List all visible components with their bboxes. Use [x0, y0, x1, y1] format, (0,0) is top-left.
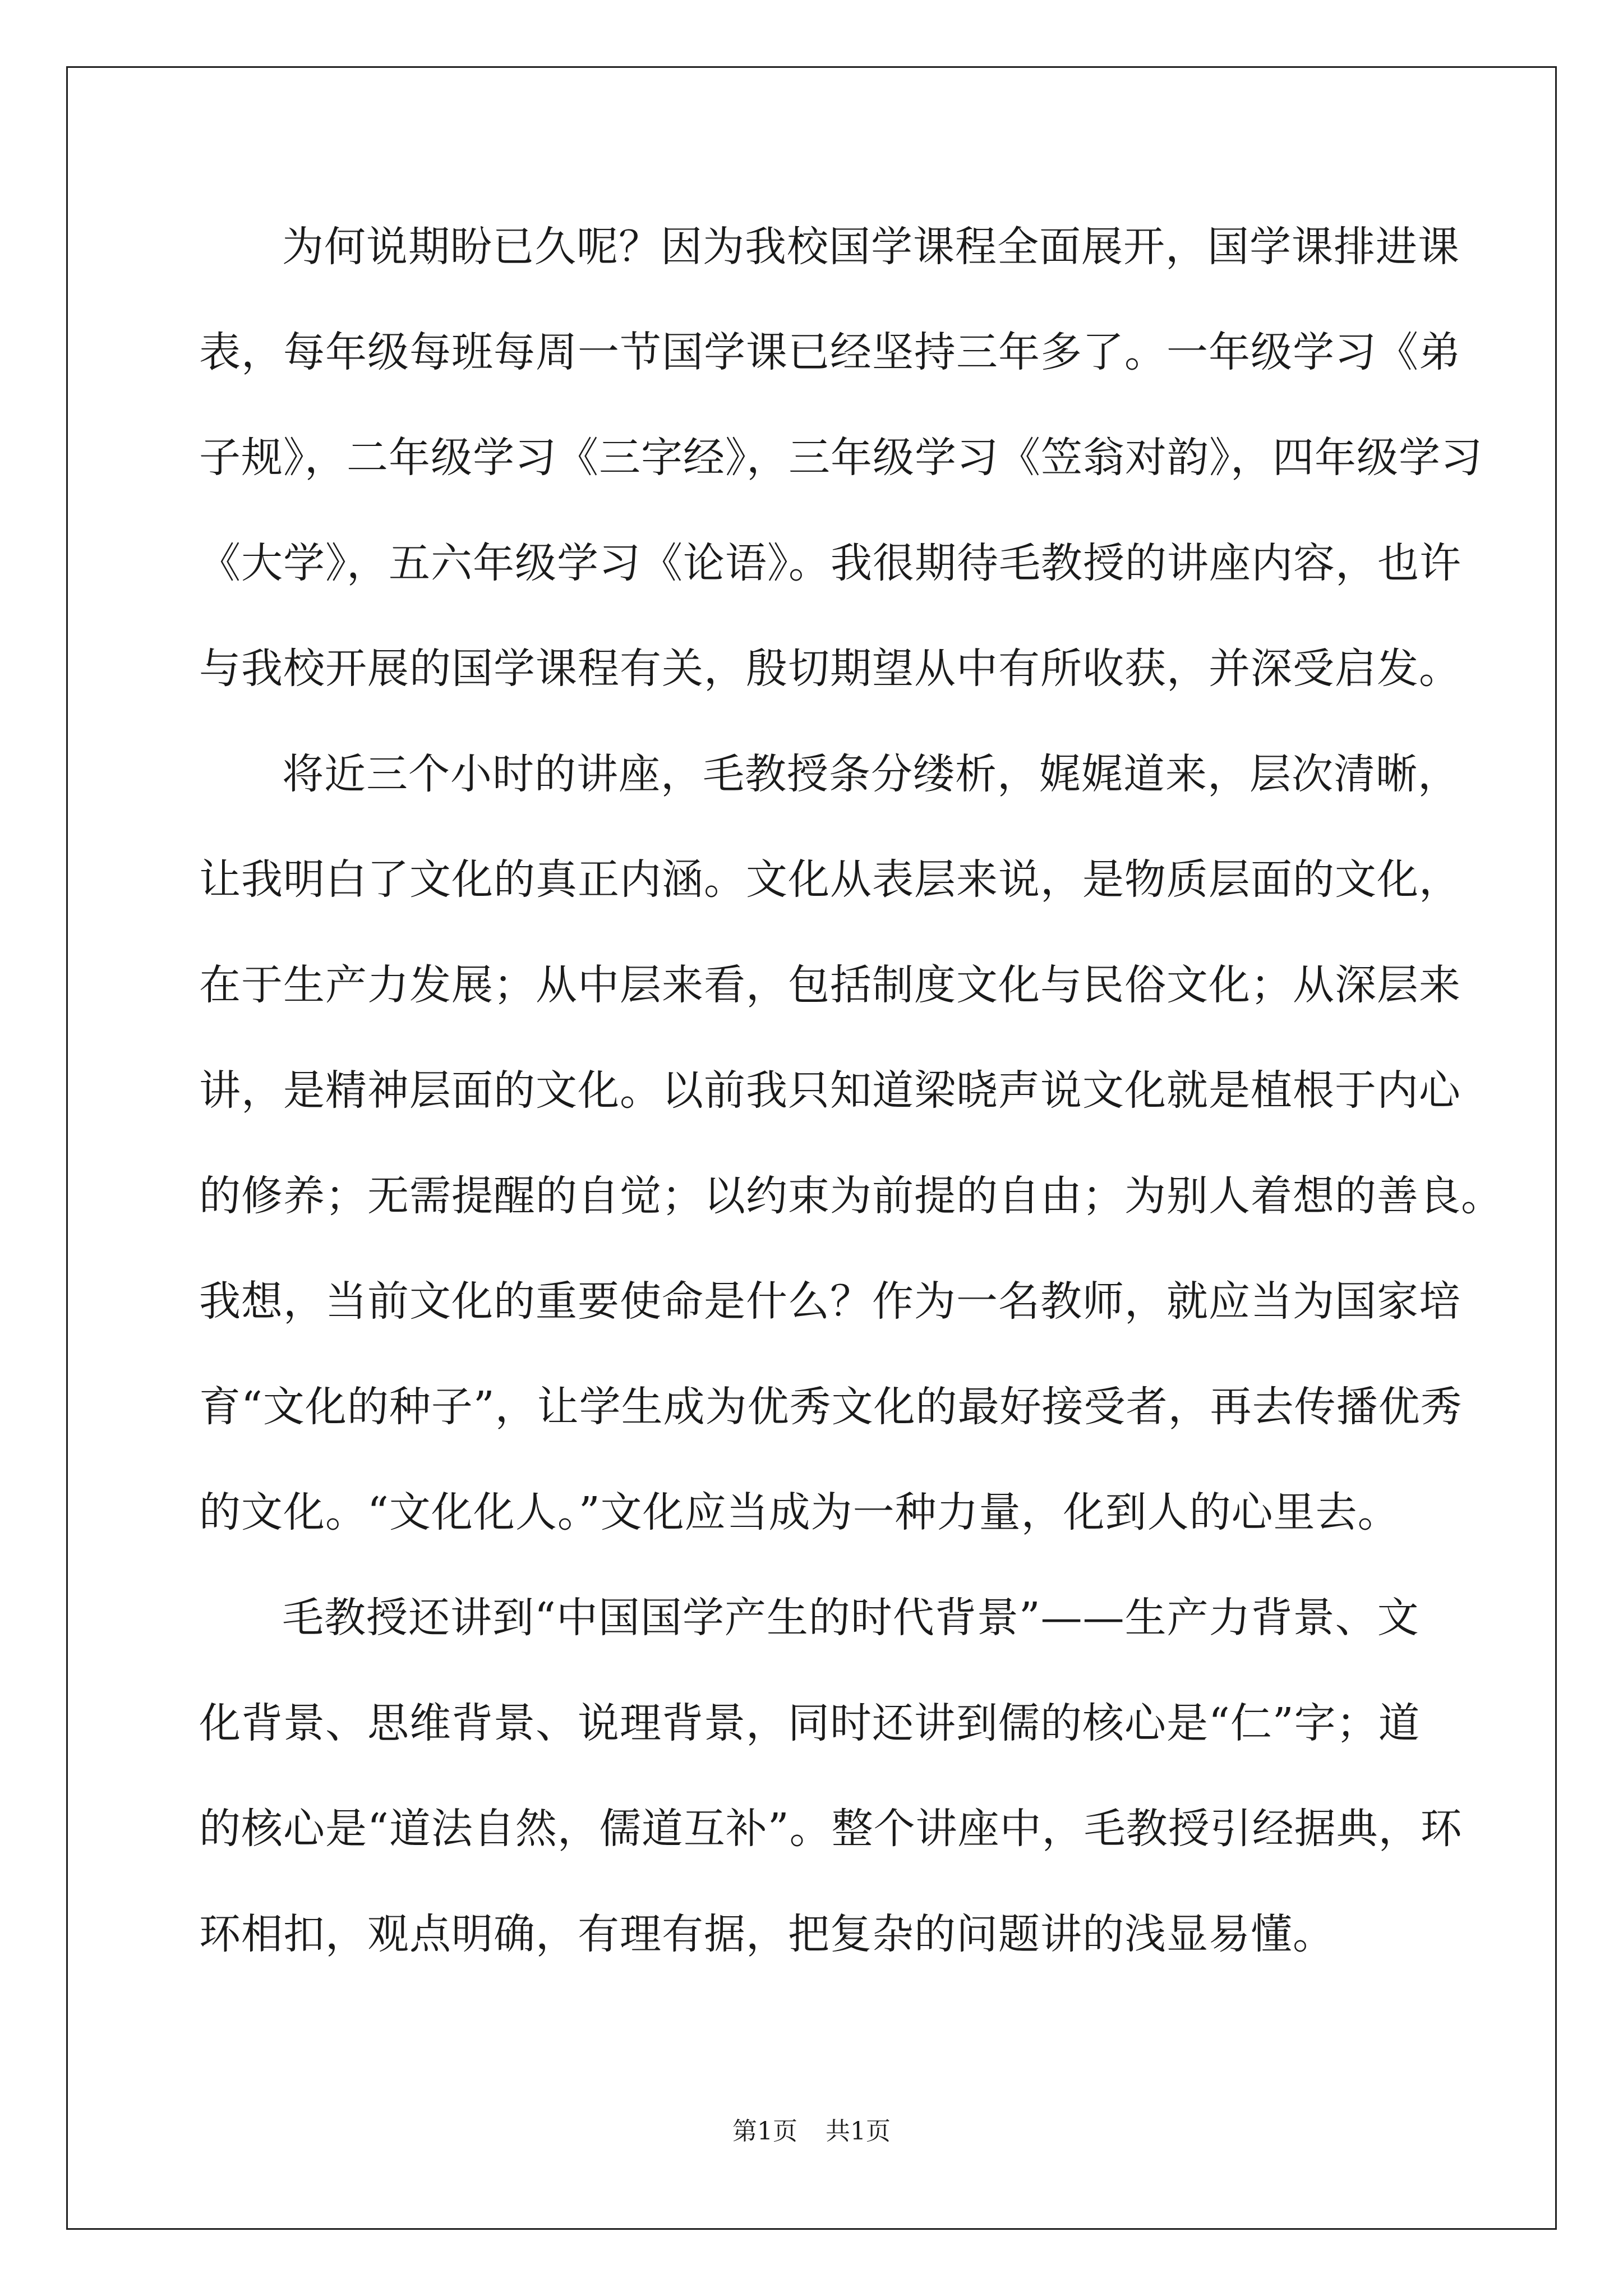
paragraph-2-line-3: 在于生产力发展；从中层来看，包括制度文化与民俗文化；从深层来 — [199, 961, 1461, 1009]
paragraph-2-line-4: 讲，是精神层面的文化。以前我只知道梁晓声说文化就是植根于内心 — [199, 1066, 1461, 1115]
paragraph-2-line-8: 的文化。“文化化人。”文化应当成为一种力量，化到人的心里去。 — [199, 1488, 1400, 1536]
paragraph-1-line-5: 与我校开展的国学课程有关，殷切期望从中有所收获，并深受启发。 — [199, 645, 1461, 693]
document-body — [199, 219, 1503, 2012]
paragraph-2-line-6: 我想，当前文化的重要使命是什么？作为一名教师，就应当为国家培 — [199, 1277, 1461, 1326]
paragraph-2-line-2: 让我明白了文化的真正内涵。文化从表层来说，是物质层面的文化， — [199, 855, 1461, 904]
paragraph-1-line-3: 子规》，二年级学习《三字经》，三年级学习《笠翁对韵》，四年级学习 — [199, 434, 1483, 482]
paragraph-3-line-4: 环相扣，观点明确，有理有据，把复杂的问题讲的浅显易懂。 — [199, 1910, 1335, 1958]
paragraph-2-line-1: 将近三个小时的讲座，毛教授条分缕析，娓娓道来，层次清晰， — [282, 750, 1460, 798]
paragraph-1-line-2: 表，每年级每班每周一节国学课已经坚持三年多了。一年级学习《弟 — [199, 328, 1461, 376]
paragraph-2-line-7: 育“文化的种子”，让学生成为优秀文化的最好接受者，再去传播优秀 — [199, 1383, 1463, 1431]
paragraph-1-line-4: 《大学》，五六年级学习《论语》。我很期待毛教授的讲座内容，也许 — [199, 539, 1461, 587]
page-footer — [0, 2115, 1623, 2148]
paragraph-3-line-3: 的核心是“道法自然，儒道互补”。整个讲座中，毛教授引经据典，环 — [199, 1805, 1463, 1853]
page-number-total: 共1页 — [826, 2117, 891, 2146]
paragraph-2-line-5: 的修养；无需提醒的自觉；以约束为前提的自由；为别人着想的善良。 — [199, 1172, 1503, 1220]
page-number-current: 第1页 — [732, 2117, 797, 2146]
paragraph-1-line-1: 为何说期盼已久呢？因为我校国学课程全面展开，国学课排进课 — [282, 223, 1460, 271]
paragraph-3-line-2: 化背景、思维背景、说理背景，同时还讲到儒的核心是“仁”字；道 — [199, 1699, 1421, 1747]
paragraph-3-line-1: 毛教授还讲到“中国国学产生的时代背景”——生产力背景、文 — [282, 1594, 1419, 1642]
